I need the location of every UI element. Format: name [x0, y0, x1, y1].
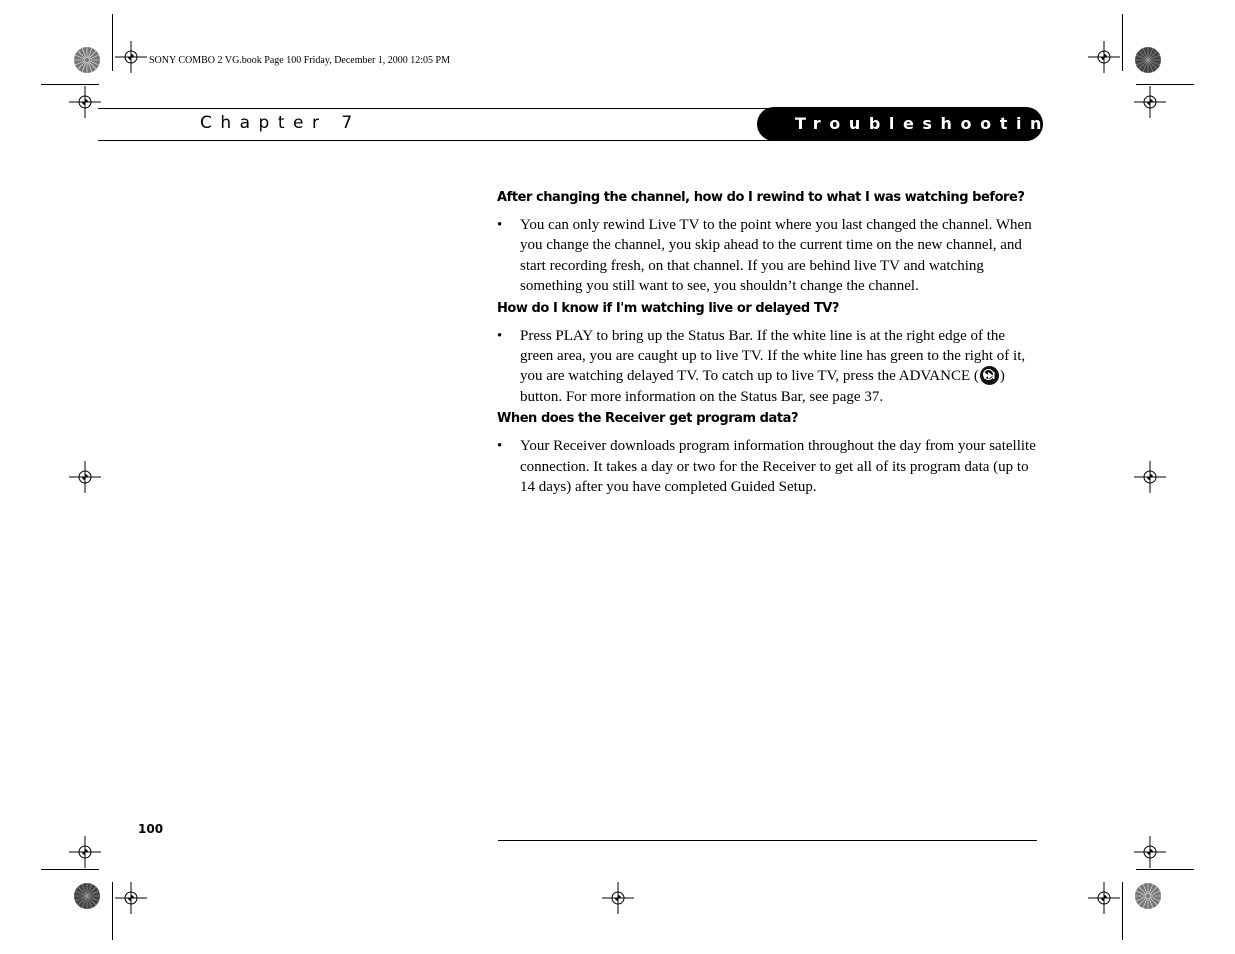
- registration-mark: [1134, 86, 1166, 118]
- faq-question: How do I know if I'm watching live or delayed TV?: [497, 300, 839, 316]
- registration-mark: [1088, 41, 1120, 73]
- registration-mark: [115, 882, 147, 914]
- crop-line: [1136, 84, 1194, 85]
- crop-line: [112, 14, 113, 71]
- faq-answer: [497, 326, 1042, 408]
- advance-button-icon: [980, 366, 999, 385]
- answer-text: ) button. For more information on the Status Bar, see page 37.: [520, 368, 1005, 405]
- footer-rule: [498, 840, 1037, 841]
- starburst-mark: [73, 46, 101, 74]
- registration-mark: [1134, 836, 1166, 868]
- answer-text: Press PLAY to bring up the Status Bar. If the white line is at the right edge of the green area, you are caught up to live TV. If the white line has green to the right of it, you are watching delayed TV. To catch up to live TV, press the ADVANCE (: [520, 327, 1026, 385]
- page-number: 100: [138, 822, 164, 836]
- bullet: •: [497, 327, 503, 344]
- crop-line: [1122, 14, 1123, 71]
- chapter-label: Chapter 7: [200, 113, 361, 133]
- answer-text: Your Receiver downloads program information throughout the day from your satellite connection. It takes a day or two for the Receiver to get all of its program data (up to 14 days) after you have completed Guided Setup.: [520, 438, 1036, 496]
- answer-text: You can only rewind Live TV to the point where you last changed the channel. When you change the channel, you skip ahead to the current time on the new channel, and start recording fresh, on that channel. If you are behind live TV and watching something you still want to see, you shouldn’t change the channel.: [520, 217, 1032, 295]
- registration-mark: [602, 882, 634, 914]
- crop-line: [1136, 869, 1194, 870]
- bullet: •: [497, 217, 503, 233]
- crop-line: [41, 84, 99, 85]
- faq-content: [497, 190, 1042, 501]
- print-slug: SONY COMBO 2 VG.book Page 100 Friday, December 1, 2000 12:05 PM: [149, 55, 451, 66]
- bullet: •: [497, 438, 503, 455]
- starburst-mark: [1134, 882, 1162, 910]
- crop-line: [1122, 882, 1123, 940]
- registration-mark: [69, 836, 101, 868]
- faq-question: When does the Receiver get program data?: [497, 411, 799, 427]
- registration-mark: [1088, 882, 1120, 914]
- faq-answer: [497, 215, 1042, 297]
- crop-line: [41, 869, 99, 870]
- starburst-mark: [1134, 46, 1162, 74]
- starburst-mark: [73, 882, 101, 910]
- registration-mark: [69, 461, 101, 493]
- section-tab: [757, 107, 1071, 141]
- registration-mark: [1134, 461, 1166, 493]
- registration-mark: [115, 41, 147, 73]
- faq-question: After changing the channel, how do I rewind to what I was watching before?: [497, 190, 1025, 205]
- section-title: Troubleshooting: [795, 114, 1071, 133]
- header-top-rule: [98, 108, 778, 109]
- registration-mark: [69, 86, 101, 118]
- header-bottom-rule: [98, 140, 778, 141]
- faq-answer: [497, 436, 1042, 497]
- crop-line: [112, 882, 113, 940]
